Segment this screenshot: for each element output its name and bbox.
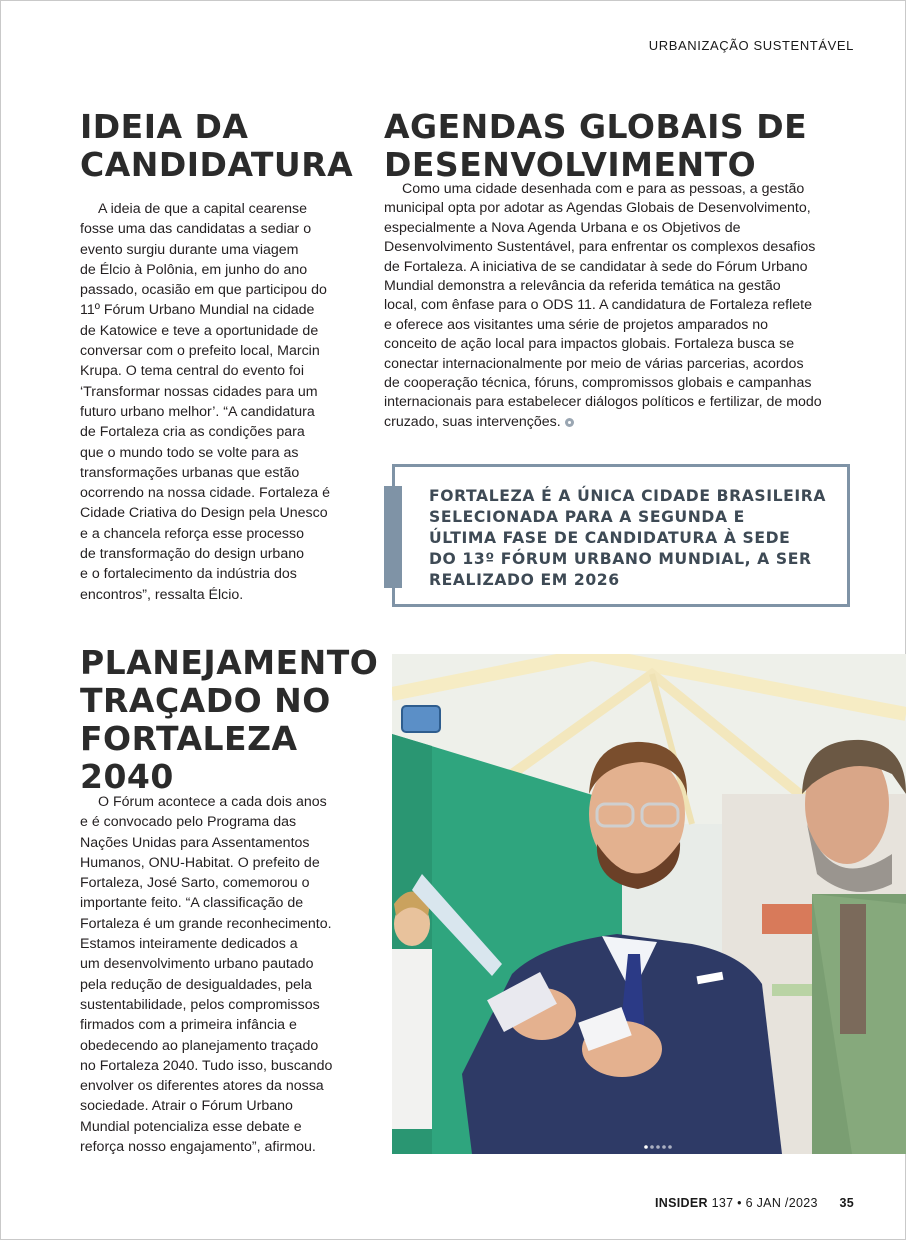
heading-planejamento-line-4: 2040 <box>80 757 174 796</box>
text-line: evento surgiu durante uma viagem <box>80 241 299 258</box>
text-line: obedecendo ao planejamento traçado <box>80 1037 319 1054</box>
end-of-article-icon <box>565 418 574 427</box>
text-line: fosse uma das candidatas a sediar o <box>80 221 312 238</box>
heading-planejamento-line-1: PLANEJAMENTO <box>80 643 379 682</box>
text-line: no Fortaleza 2040. Tudo isso, buscando <box>80 1057 333 1074</box>
text-line: Krupa. O tema central do evento foi <box>80 363 304 380</box>
text-line: Fortaleza é um grande reconhecimento. <box>80 915 332 932</box>
heading-agendas <box>384 108 854 184</box>
text-line: municipal opta por adotar as Agendas Globais de Desenvolvimento, <box>384 200 811 217</box>
text-line: de Fortaleza. A iniciativa de se candidatar à sede do Fórum Urbano <box>384 258 808 275</box>
text-line: de Élcio à Polônia, em junho do ano <box>80 261 308 278</box>
text-line: ocorrendo na nossa cidade. Fortaleza é <box>80 485 331 502</box>
text-line: 11º Fórum Urbano Mundial na cidade <box>80 302 315 319</box>
text-line: Mundial potencializa esse debate e <box>80 1118 302 1135</box>
text-line: pela redução de desigualdades, pela <box>80 976 312 993</box>
pullquote-line: DO 13º FÓRUM URBANO MUNDIAL, A SER <box>429 550 812 568</box>
text-line: cruzado, suas intervenções. <box>384 413 561 430</box>
text-line: Humanos, ONU-Habitat. O prefeito de <box>80 854 320 871</box>
text-line: de transformação do design urbano <box>80 546 304 563</box>
heading-planejamento <box>80 644 380 796</box>
text-line: passado, ocasião em que participou do <box>80 282 327 299</box>
text-line: sustentabilidade, pelos compromissos <box>80 996 320 1013</box>
pullquote-line: FORTALEZA É A ÚNICA CIDADE BRASILEIRA <box>429 487 827 505</box>
heading-ideia <box>80 108 370 184</box>
text-line: envolver os diferentes atores da nossa <box>80 1078 324 1095</box>
footer-issue: 137 <box>711 1196 734 1210</box>
text-line: conceito de ação local para impactos globais. Fortaleza busca se <box>384 336 795 353</box>
text-line: ‘Transformar nossas cidades para um <box>80 383 318 400</box>
pullquote-text <box>429 486 829 591</box>
footer-date: 6 JAN /2023 <box>745 1196 818 1210</box>
heading-planejamento-line-2: TRAÇADO NO <box>80 681 331 720</box>
footer-separator: • <box>737 1196 742 1210</box>
text-line: internacionais para estabelecer diálogos políticos e fertilizar, de modo <box>384 394 822 411</box>
text-line: especialmente a Nova Agenda Urbana e os Objetivos de <box>384 219 741 236</box>
text-line: Como uma cidade desenhada com e para as pessoas, a gestão <box>402 181 805 197</box>
text-line: Nações Unidas para Assentamentos <box>80 834 310 851</box>
text-line: de Katowice e teve a oportunidade de <box>80 322 319 339</box>
text-line: conectar internacionalmente por meio de várias parcerias, acordos <box>384 355 804 372</box>
text-line: reforça nosso engajamento”, afirmou. <box>80 1139 316 1156</box>
footer-magazine: INSIDER <box>655 1196 708 1210</box>
text-line: que o mundo todo se volte para as <box>80 444 299 461</box>
pullquote-line: SELECIONADA PARA A SEGUNDA E <box>429 508 745 526</box>
text-line: e é convocado pelo Programa das <box>80 814 297 831</box>
text-line: importante feito. “A classificação de <box>80 895 304 912</box>
heading-ideia-line-1: IDEIA DA <box>80 107 249 146</box>
pullquote-line: REALIZADO EM 2026 <box>429 571 620 589</box>
heading-ideia-line-2: CANDIDATURA <box>80 145 354 184</box>
text-line: Estamos inteiramente dedicados a <box>80 936 298 953</box>
text-line: futuro urbano melhor’. “A candidatura <box>80 403 315 420</box>
text-line: e a chancela reforça esse processo <box>80 525 304 542</box>
pullquote-line: ÚLTIMA FASE DE CANDIDATURA À SEDE <box>429 529 791 547</box>
text-line: A ideia de que a capital cearense <box>98 201 308 217</box>
pullquote-accent-bar <box>384 486 402 588</box>
text-line: de cooperação técnica, fóruns, compromissos globais e campanhas <box>384 375 812 392</box>
text-line: conversar com o prefeito local, Marcin <box>80 343 320 360</box>
page-number: 35 <box>839 1196 854 1210</box>
heading-planejamento-line-3: FORTALEZA <box>80 719 298 758</box>
event-photo <box>392 654 906 1154</box>
page-footer <box>655 1196 854 1210</box>
ideia-body <box>80 199 370 605</box>
text-line: de Fortaleza cria as condições para <box>80 424 305 441</box>
text-line: sociedade. Atrair o Fórum Urbano <box>80 1098 293 1115</box>
text-line: Fortaleza, José Sarto, comemorou o <box>80 875 310 892</box>
text-line: transformações urbanas que estão <box>80 464 300 481</box>
text-line: Cidade Criativa do Design pela Unesco <box>80 505 328 522</box>
text-line: O Fórum acontece a cada dois anos <box>98 794 327 810</box>
text-line: e oferece aos visitantes uma série de projetos amparados no <box>384 316 769 333</box>
event-photo-illustration <box>392 654 906 1154</box>
text-line: Desenvolvimento Sustentável, para enfrentar os complexos desafios <box>384 239 816 256</box>
text-line: encontros”, ressalta Élcio. <box>80 586 244 603</box>
text-line: um desenvolvimento urbano pautado <box>80 956 314 973</box>
text-line: Mundial demonstra a relevância da referida temática na gestão <box>384 278 781 295</box>
text-line: firmados com a primeira infância e <box>80 1017 297 1034</box>
text-line: e o fortalecimento da indústria dos <box>80 566 297 583</box>
carousel-dots[interactable] <box>643 1144 673 1150</box>
planejamento-body <box>80 792 380 1157</box>
heading-agendas-line-1: AGENDAS GLOBAIS DE <box>384 107 808 146</box>
section-label: URBANIZAÇÃO SUSTENTÁVEL <box>648 38 854 53</box>
agendas-body <box>384 180 854 432</box>
text-line: local, com ênfase para o ODS 11. A candidatura de Fortaleza reflete <box>384 297 812 314</box>
heading-agendas-line-2: DESENVOLVIMENTO <box>384 145 757 184</box>
